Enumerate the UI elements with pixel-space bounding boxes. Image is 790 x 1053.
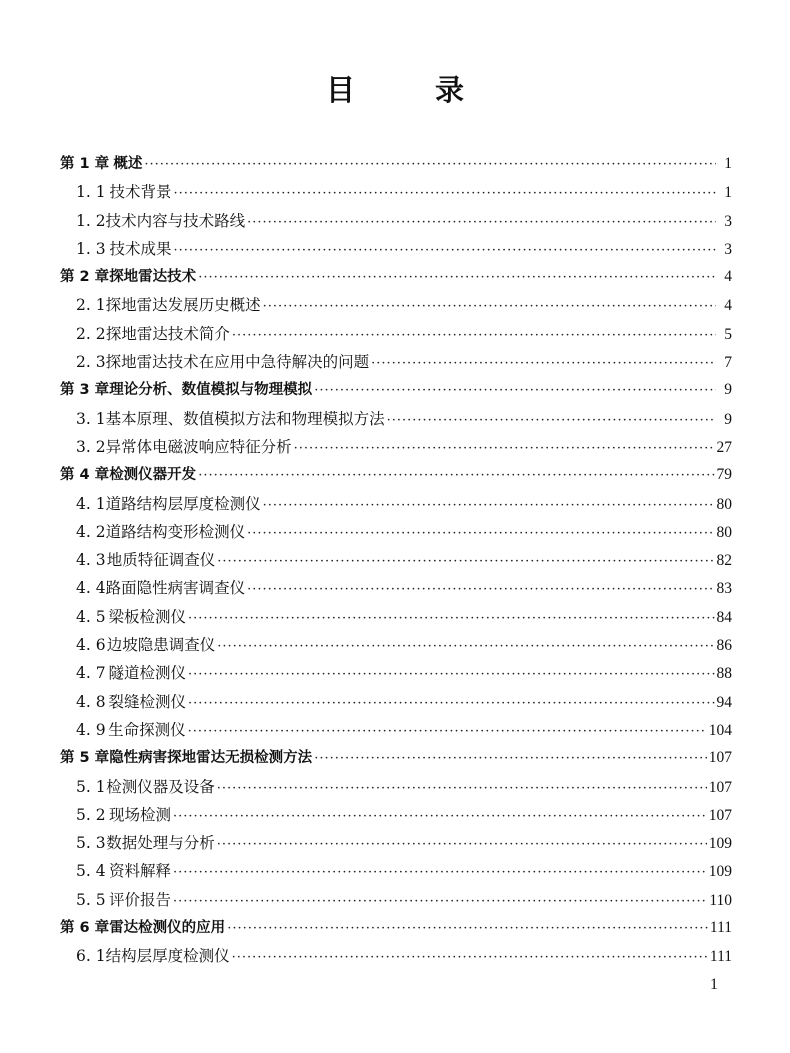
toc-section-row[interactable] xyxy=(60,631,732,659)
toc-page-number: 1 xyxy=(724,184,732,202)
toc-page-number: 104 xyxy=(708,721,732,739)
dot-leader xyxy=(227,915,708,943)
toc-entry-title: 技术内容与技术路线 xyxy=(105,211,246,230)
dot-leader xyxy=(232,322,716,350)
toc-page-number: 107 xyxy=(708,806,732,824)
toc-entry-number: 4. 6 xyxy=(76,636,106,655)
toc-page-number: 109 xyxy=(708,863,732,881)
toc-page-number: 107 xyxy=(708,778,732,796)
dot-leader xyxy=(217,548,714,576)
dot-leader xyxy=(198,264,716,292)
toc-entry-number: 5. 5 xyxy=(76,890,106,909)
dot-leader xyxy=(247,520,714,548)
toc-page-number: 84 xyxy=(716,608,732,626)
table-of-contents xyxy=(60,150,732,971)
toc-section-row[interactable] xyxy=(60,405,732,433)
toc-page-number: 107 xyxy=(708,749,732,767)
toc-chapter-row[interactable] xyxy=(60,914,732,942)
toc-section-row[interactable] xyxy=(60,942,732,970)
toc-page-number: 27 xyxy=(716,438,732,456)
toc-section-row[interactable] xyxy=(60,659,732,687)
toc-entry-title: 探地雷达技术简介 xyxy=(105,324,230,343)
page-number: 1 xyxy=(710,976,718,993)
toc-entry-title: 数据处理与分析 xyxy=(106,834,215,853)
toc-section-row[interactable] xyxy=(60,320,732,348)
toc-page-number: 86 xyxy=(716,637,732,655)
toc-entry-number: 5. 1 xyxy=(76,777,106,796)
toc-entry-number: 2. 3 xyxy=(76,353,106,372)
toc-entry-title: 探地雷达发展历史概述 xyxy=(105,296,261,315)
toc-page-number: 3 xyxy=(724,240,732,258)
toc-entry-title: 隧道检测仪 xyxy=(108,664,187,683)
toc-entry-title: 梁板检测仪 xyxy=(108,607,187,626)
toc-section-row[interactable] xyxy=(60,773,732,801)
toc-entry-number: 4. 8 xyxy=(76,692,106,711)
toc-entry-number: 6. 1 xyxy=(76,947,106,966)
toc-entry-title: 基本原理、数值模拟方法和物理模拟方法 xyxy=(105,409,385,428)
toc-section-row[interactable] xyxy=(60,688,732,716)
toc-section-row[interactable] xyxy=(60,716,732,744)
toc-page-number: 1 xyxy=(724,155,732,172)
toc-entry-number: 4. 3 xyxy=(76,551,106,570)
toc-entry-title: 道路结构层厚度检测仪 xyxy=(105,494,261,513)
dot-leader xyxy=(247,576,714,604)
toc-entry-number: 1. 2 xyxy=(76,211,106,230)
dot-leader xyxy=(198,462,714,490)
toc-entry-title: 检测仪器开发 xyxy=(109,467,197,484)
toc-entry-number: 第 5 章 xyxy=(60,750,110,767)
toc-page-number: 3 xyxy=(724,212,732,230)
toc-entry-number: 2. 2 xyxy=(76,324,106,343)
title-char-2: 录 xyxy=(435,73,465,107)
toc-section-row[interactable] xyxy=(60,433,732,461)
toc-page-number: 109 xyxy=(708,835,732,853)
dot-leader xyxy=(263,492,715,520)
toc-entry-number: 第 2 章 xyxy=(60,269,110,286)
toc-page-number: 80 xyxy=(716,495,732,513)
toc-entry-title: 结构层厚度检测仪 xyxy=(105,947,230,966)
toc-entry-title: 技术背景 xyxy=(109,183,172,202)
toc-page-number: 88 xyxy=(716,665,732,683)
toc-page-number: 9 xyxy=(724,381,732,399)
toc-entry-title: 探地雷达技术 xyxy=(109,269,197,286)
toc-section-row[interactable] xyxy=(60,829,732,857)
toc-chapter-row[interactable] xyxy=(60,376,732,404)
toc-entry-number: 第 1 章 xyxy=(60,156,110,172)
toc-entry-number: 3. 2 xyxy=(76,437,106,456)
toc-page-number: 94 xyxy=(716,693,732,711)
toc-entry-title: 检测仪器及设备 xyxy=(106,777,215,796)
dot-leader xyxy=(188,718,707,746)
toc-entry-title: 道路结构变形检测仪 xyxy=(105,522,246,541)
toc-page-number: 7 xyxy=(724,354,732,372)
toc-entry-number: 4. 1 xyxy=(76,494,106,513)
dot-leader xyxy=(174,237,716,265)
toc-page-number: 4 xyxy=(724,297,732,315)
toc-entry-number: 5. 4 xyxy=(76,862,106,881)
toc-section-row[interactable] xyxy=(60,801,732,829)
toc-section-row[interactable] xyxy=(60,574,732,602)
toc-entry-title: 现场检测 xyxy=(108,805,171,824)
toc-entry-number: 4. 5 xyxy=(76,607,106,626)
toc-entry-number: 4. 7 xyxy=(76,664,106,683)
toc-page-number: 80 xyxy=(716,523,732,541)
dot-leader xyxy=(314,745,707,773)
toc-section-row[interactable] xyxy=(60,235,732,263)
toc-entry-number: 1. 3 xyxy=(76,239,106,258)
toc-chapter-row[interactable] xyxy=(60,744,732,772)
toc-entry-number: 第 3 章 xyxy=(60,382,110,399)
toc-chapter-row[interactable] xyxy=(60,150,732,178)
toc-section-row[interactable] xyxy=(60,518,732,546)
toc-entry-title: 技术成果 xyxy=(109,239,172,258)
toc-section-row[interactable] xyxy=(60,546,732,574)
toc-entry-title: 理论分析、数值模拟与物理模拟 xyxy=(109,382,313,399)
dot-leader xyxy=(174,180,716,208)
dot-leader xyxy=(188,690,714,718)
dot-leader xyxy=(387,407,716,435)
toc-entry-title: 异常体电磁波响应特征分析 xyxy=(105,437,292,456)
page-title xyxy=(0,72,790,108)
toc-entry-number: 5. 2 xyxy=(76,805,106,824)
toc-entry-title: 资料解释 xyxy=(108,862,171,881)
toc-chapter-row[interactable] xyxy=(60,461,732,489)
toc-entry-title: 裂缝检测仪 xyxy=(108,692,187,711)
dot-leader xyxy=(263,293,716,321)
toc-section-row[interactable] xyxy=(60,886,732,914)
toc-entry-number: 第 4 章 xyxy=(60,467,110,484)
toc-entry-title: 路面隐性病害调查仪 xyxy=(105,579,246,598)
dot-leader xyxy=(294,435,715,463)
toc-section-row[interactable] xyxy=(60,178,732,206)
toc-section-row[interactable] xyxy=(60,291,732,319)
toc-page-number: 83 xyxy=(716,580,732,598)
toc-page-number: 79 xyxy=(716,466,732,484)
toc-entry-number: 1. 1 xyxy=(76,183,106,202)
toc-entry-number: 4. 4 xyxy=(76,579,106,598)
toc-section-row[interactable] xyxy=(60,207,732,235)
toc-entry-title: 边坡隐患调查仪 xyxy=(106,636,216,655)
toc-entry-number: 3. 1 xyxy=(76,409,106,428)
toc-entry-number: 第 6 章 xyxy=(60,920,110,937)
toc-page-number: 82 xyxy=(716,552,732,570)
dot-leader xyxy=(188,605,714,633)
title-char-1: 目 xyxy=(325,73,355,107)
toc-section-row[interactable] xyxy=(60,857,732,885)
toc-section-row[interactable] xyxy=(60,348,732,376)
dot-leader xyxy=(217,775,707,803)
toc-section-row[interactable] xyxy=(60,490,732,518)
toc-page-number: 111 xyxy=(709,919,732,937)
toc-entry-title: 探地雷达技术在应用中急待解决的问题 xyxy=(105,353,370,372)
dot-leader xyxy=(173,803,707,831)
dot-leader xyxy=(217,831,707,859)
dot-leader xyxy=(144,151,716,179)
toc-page-number: 4 xyxy=(724,268,732,286)
toc-page-number: 9 xyxy=(724,410,732,428)
dot-leader xyxy=(232,944,708,972)
toc-chapter-row[interactable] xyxy=(60,263,732,291)
toc-entry-number: 4. 2 xyxy=(76,522,106,541)
toc-page-number: 5 xyxy=(724,325,732,343)
dot-leader xyxy=(247,209,716,237)
dot-leader xyxy=(173,888,707,916)
toc-entry-number: 2. 1 xyxy=(76,296,106,315)
dot-leader xyxy=(217,633,714,661)
dot-leader xyxy=(173,859,707,887)
dot-leader xyxy=(371,350,716,378)
toc-entry-title: 评价报告 xyxy=(108,890,171,909)
toc-page-number: 111 xyxy=(709,948,732,966)
toc-page-number: 110 xyxy=(709,891,732,909)
toc-entry-title: 生命探测仪 xyxy=(108,720,186,739)
toc-entry-number: 5. 3 xyxy=(76,834,106,853)
toc-entry-title: 隐性病害探地雷达无损检测方法 xyxy=(109,750,313,767)
toc-entry-title: 概述 xyxy=(113,156,143,172)
toc-entry-number: 4. 9 xyxy=(76,720,106,739)
toc-entry-title: 地质特征调查仪 xyxy=(106,551,216,570)
toc-entry-title: 雷达检测仪的应用 xyxy=(109,920,226,937)
dot-leader xyxy=(188,661,714,689)
toc-section-row[interactable] xyxy=(60,603,732,631)
dot-leader xyxy=(314,377,716,405)
